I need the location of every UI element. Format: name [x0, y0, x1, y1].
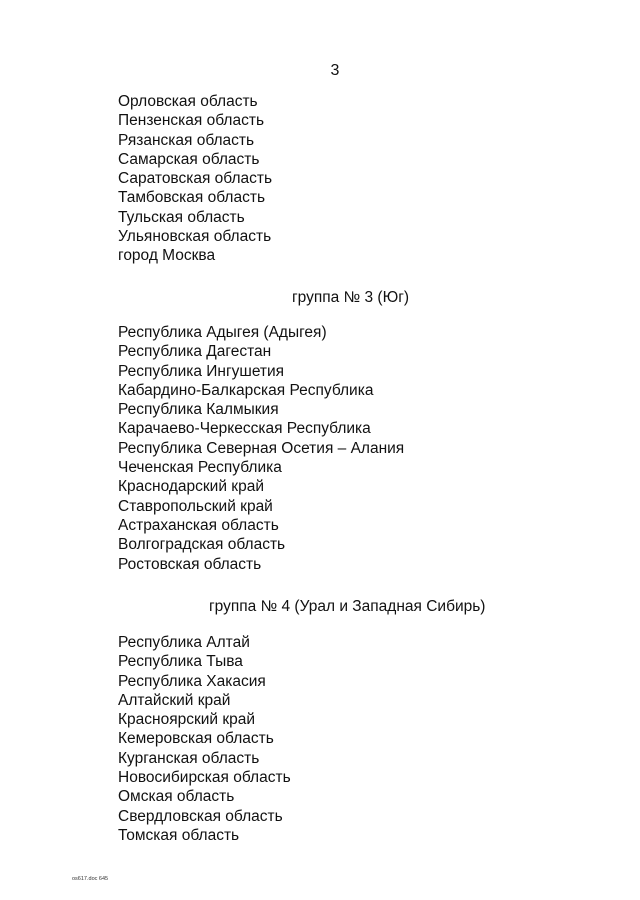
list-item: Республика Северная Осетия – Алания	[118, 439, 405, 457]
list-item: Омская область	[118, 788, 235, 806]
list-item: Орловская область	[118, 93, 258, 110]
list-item: Республика Дагестан	[118, 343, 272, 361]
list-item: Свердловская область	[118, 807, 283, 825]
list-item: Красноярский край	[118, 711, 256, 729]
list-item: Алтайский край	[118, 691, 231, 709]
list-item: Самарская область	[118, 150, 260, 168]
list-item: Ульяновская область	[118, 228, 272, 246]
list-item: Томская область	[118, 826, 240, 844]
list-item: Республика Ингушетия	[118, 362, 285, 380]
group-4-heading: группа № 4 (Урал и Западная Сибирь)	[209, 598, 486, 615]
list-item: Астраханская область	[118, 516, 279, 534]
list-item: Ростовская область	[118, 555, 262, 573]
list-item: Пензенская область	[118, 112, 265, 130]
list-item: Краснодарский край	[118, 478, 264, 496]
list-item: Курганская область	[118, 749, 260, 767]
region-list-south	[118, 323, 404, 574]
list-item: Чеченская Республика	[118, 459, 282, 477]
page-number: 3	[330, 62, 340, 79]
group-3-heading: группа № 3 (Юг)	[292, 289, 410, 306]
list-item: Республика Хакасия	[118, 672, 266, 690]
footer-filename: os617.doc 645	[72, 876, 109, 882]
list-item: Тульская область	[118, 208, 245, 226]
list-item: Республика Алтай	[118, 634, 250, 651]
list-item: Республика Тыва	[118, 653, 243, 671]
list-item: Новосибирская область	[118, 769, 291, 787]
list-item: Рязанская область	[118, 131, 255, 149]
list-item: город Москва	[118, 247, 216, 265]
list-item: Кемеровская область	[118, 730, 274, 748]
list-item: Кабардино-Балкарская Республика	[118, 381, 374, 399]
list-item: Ставропольский край	[118, 497, 273, 515]
list-item: Волгоградская область	[118, 536, 286, 554]
list-item: Республика Калмыкия	[118, 401, 279, 419]
list-item: Карачаево-Черкесская Республика	[118, 420, 371, 438]
list-item: Саратовская область	[118, 170, 273, 188]
region-list-center	[118, 92, 272, 266]
list-item: Республика Адыгея (Адыгея)	[118, 324, 327, 341]
list-item: Тамбовская область	[118, 189, 266, 207]
region-list-ural-west-siberia	[118, 633, 291, 845]
